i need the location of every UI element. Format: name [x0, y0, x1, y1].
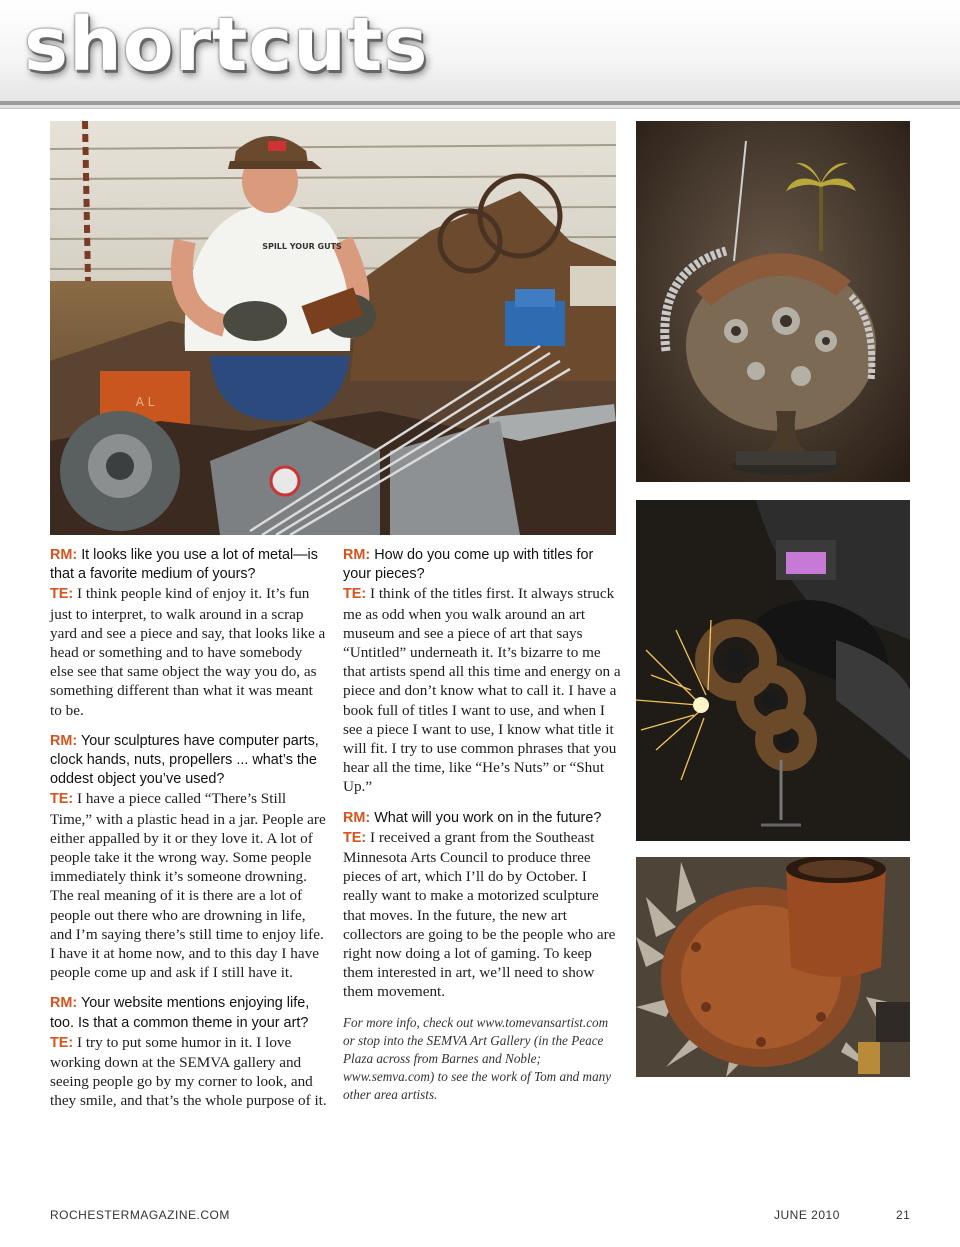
qa-block	[343, 546, 621, 797]
te-label: TE:	[343, 586, 367, 603]
answer	[343, 584, 621, 796]
te-label: TE:	[50, 1034, 74, 1051]
rm-label: RM:	[50, 547, 78, 563]
answer-text: I think people kind of enjoy it. It’s fun just to interpret, to walk around in a scrap yard and see a piece and say, that looks like a head or something and to have somebody else see that same object the way you do, as something different than what it was meant to be.	[50, 585, 326, 719]
shirt-print: SPILL YOUR GUTS	[262, 242, 342, 251]
answer-text: I think of the titles first. It always struck me as odd when you walk around an art museum and see a piece of art that says “Untitled” underneath it. It’s bizarre to me that artists spend all this time and energy on a piece and don’t know what to call it. I have a book full of titles I want to use, and when I see a piece I want to use, I know what title it will fit. I try to use common phrases that you hear all the time, like “He’s Nuts” or “Shut Up.”	[343, 585, 621, 796]
answer	[50, 1033, 328, 1111]
answer-text: I have a piece called “There’s Still Time,” with a plastic head in a jar. People are either appalled by it or they love it. A lot of people take it the wrong way. Some people immediately think it’s someone drowning. The real meaning of it is there are a lot of people out there who are drowning in life, and I’m saying there’s still time to enjoy life. I have it at home now, and to this day I have people come up and ask if I still have it.	[50, 790, 326, 982]
section-title: shortcuts	[24, 2, 429, 88]
answer	[343, 828, 621, 1002]
more-info-note: For more info, check out www.tomevansartist.com or stop into the SEMVA Art Gallery (in the Peace Plaza across from Barnes and Noble; www.semva.com) to see the work of Tom and many other area artists.	[343, 1014, 612, 1102]
page-number: 21	[896, 1208, 911, 1222]
rusty-sculpture-photo	[636, 857, 910, 1077]
question	[50, 994, 328, 1032]
question-text: It looks like you use a lot of metal—is that a favorite medium of yours?	[50, 547, 318, 583]
footer-site: ROCHESTERMAGAZINE.COM	[50, 1208, 230, 1222]
header-rule-thin	[0, 108, 960, 109]
svg-text:A L: A L	[135, 395, 155, 409]
rm-label: RM:	[343, 547, 371, 563]
question-text: Your sculptures have computer parts, clock hands, nuts, propellers ... what’s the oddest object you’ve used?	[50, 732, 319, 788]
te-label: TE:	[343, 829, 367, 846]
answer	[50, 584, 328, 719]
interview-right-column	[343, 546, 621, 1104]
question-text: Your website mentions enjoying life, too. Is that a common theme in your art?	[50, 995, 310, 1031]
rusty-pipe-sculpture-illustration	[636, 857, 910, 1077]
qa-block	[50, 546, 328, 720]
sculpture-head-photo	[636, 121, 910, 482]
te-label: TE:	[50, 791, 74, 808]
answer	[50, 789, 328, 982]
question-text: How do you come up with titles for your pieces?	[343, 547, 594, 583]
rm-label: RM:	[50, 732, 78, 749]
question	[343, 546, 621, 584]
footer-issue-date: JUNE 2010	[774, 1208, 840, 1222]
qa-block	[343, 809, 621, 1002]
question-text: What will you work on in the future?	[374, 809, 602, 826]
answer-text: I try to put some humor in it. I love working down at the SEMVA gallery and seeing people go by my corner to look, and they smile, and that’s the whole purpose of it.	[50, 1033, 327, 1110]
qa-block	[50, 732, 328, 983]
qa-block	[50, 994, 328, 1110]
answer-text: I received a grant from the Southeast Minnesota Arts Council to produce three pieces of art, which I’ll do by October. I really want to make a motorized sculpture that moves. In the future, the new art collectors are going to be the people who are right now doing a lot of gaming. To keep them interested in art, we’ll need to show them movement.	[343, 828, 616, 1001]
junk-head-sculpture-illustration	[636, 121, 910, 482]
rm-label: RM:	[50, 995, 78, 1012]
main-photo	[50, 121, 616, 535]
question	[343, 809, 621, 828]
header-rule	[0, 101, 960, 105]
question	[50, 546, 328, 584]
welding-sparks-illustration	[636, 500, 910, 841]
te-label: TE:	[50, 586, 74, 603]
interview-left-column	[50, 546, 328, 1123]
scrapyard-photo-illustration	[50, 121, 616, 535]
rm-label: RM:	[343, 809, 371, 826]
question	[50, 732, 328, 790]
welding-photo	[636, 500, 910, 841]
